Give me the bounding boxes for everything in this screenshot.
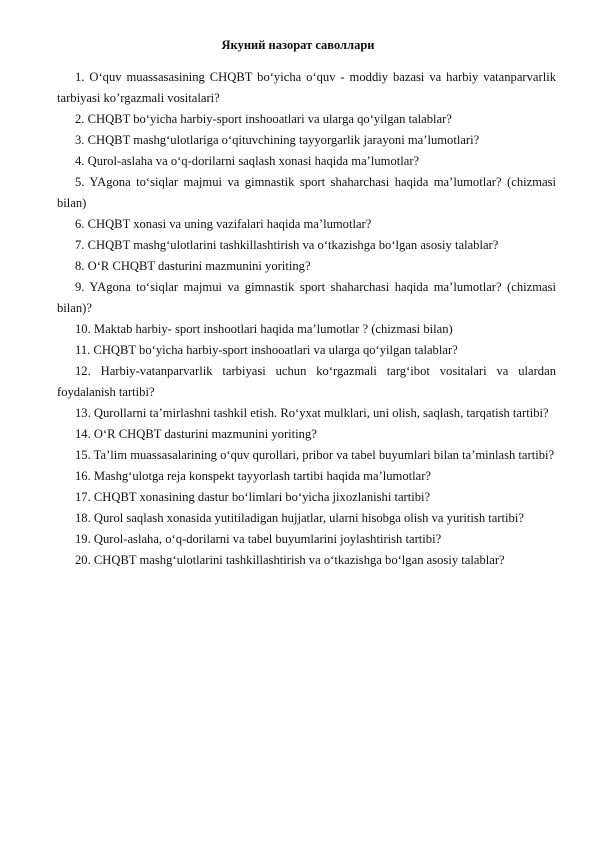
question-item: 14. O‘R CHQBT dasturini mazmunini yoriting?: [75, 427, 317, 441]
question-item: 13. Qurollarni ta’mirlashni tashkil etish. Ro‘yxat mulklari, uni olish, saqlash, tarqatish tartibi?: [75, 406, 549, 420]
question-item: 16. Mashg‘ulotga reja konspekt tayyorlash tartibi haqida ma’lumotlar?: [75, 469, 432, 483]
question-item: 8. O‘R CHQBT dasturini mazmunini yoriting?: [75, 259, 311, 273]
question-item: 17. CHQBT xonasining dastur bo‘limlari bo‘yicha jixozlanishi tartibi?: [75, 490, 431, 504]
page-title: Якуний назорат саволлари: [221, 38, 375, 52]
question-item: 11. CHQBT bo‘yicha harbiy-sport inshooatlari va ularga qo‘yilgan talablar?: [75, 343, 458, 357]
question-item: 5. YAgona to‘siqlar majmui va gimnastik sport shaharchasi haqida ma’lumotlar? (chizmasi bilan): [57, 175, 556, 210]
question-item: 3. CHQBT mashg‘ulotlariga o‘qituvchining tayyorgarlik jarayoni ma’lumotlari?: [75, 133, 480, 147]
question-item: 1. O‘quv muassasasining CHQBT bo‘yicha o‘quv - moddiy bazasi va harbiy vatanparvarlik tarbiyasi ko’rgazmali vositalari?: [57, 70, 556, 105]
question-item: 15. Ta’lim muassasalarining o‘quv qurollari, pribor va tabel buyumlari bilan ta’minlash tartibi?: [75, 448, 555, 462]
question-item: 9. YAgona to‘siqlar majmui va gimnastik sport shaharchasi haqida ma’lumotlar? (chizmasi bilan)?: [57, 280, 556, 315]
question-item: 19. Qurol-aslaha, o‘q-dorilarni va tabel buyumlarini joylashtirish tartibi?: [75, 532, 442, 546]
question-item: 20. CHQBT mashg‘ulotlarini tashkillashtirish va o‘tkazishga bo‘lgan asosiy talablar?: [75, 553, 505, 567]
question-item: 12. Harbiy-vatanparvarlik tarbiyasi uchun ko‘rgazmali targ‘ibot vositalari va ulardan foydalanish tartibi?: [57, 364, 556, 399]
question-item: 10. Maktab harbiy- sport inshootlari haqida ma’lumotlar ? (chizmasi bilan): [75, 322, 453, 336]
question-list: [57, 67, 556, 571]
question-item: 7. CHQBT mashg‘ulotlarini tashkillashtirish va o‘tkazishga bo‘lgan asosiy talablar?: [75, 238, 499, 252]
question-item: 2. CHQBT bo‘yicha harbiy-sport inshooatlari va ularga qo‘yilgan talablar?: [75, 112, 452, 126]
question-item: 18. Qurol saqlash xonasida yutitiladigan hujjatlar, ularni hisobga olish va yuritish tartibi?: [75, 511, 524, 525]
question-item: 6. CHQBT xonasi va uning vazifalari haqida ma’lumotlar?: [75, 217, 372, 231]
question-item: 4. Qurol-aslaha va o‘q-dorilarni saqlash xonasi haqida ma’lumotlar?: [75, 154, 420, 168]
